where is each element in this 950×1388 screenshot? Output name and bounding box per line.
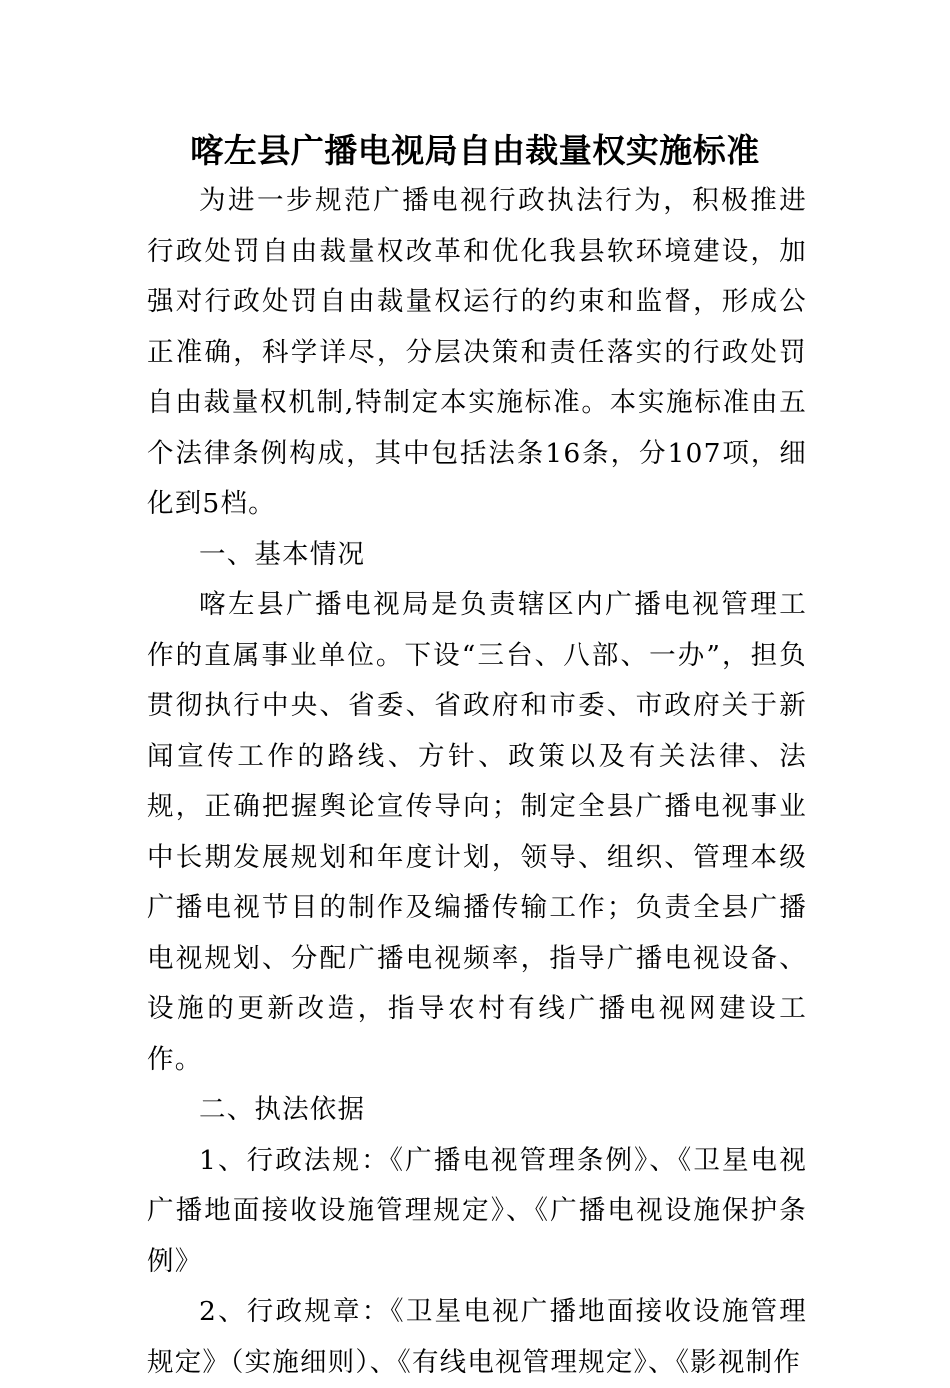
legal-basis-item-1: 1、行政法规：《广播电视管理条例》、《卫星电视广播地面接收设施管理规定》、《广播电视设施保护条例》 (147, 1144, 807, 1277)
intro-paragraph: 为进一步规范广播电视行政执法行为，积极推进行政处罚自由裁量权改革和优化我县软环境建设，加强对行政处罚自由裁量权运行的约束和监督，形成公正准确，科学详尽，分层决策和责任落实的行政处罚自由裁量权机制,特制定本实施标准。本实施标准由五个法律条例构成，其中包括法条16条，分107项，细化到5档。 (147, 185, 807, 519)
basic-info-paragraph: 喀左县广播电视局是负责辖区内广播电视管理工作的直属事业单位。下设“三台、八部、一办”，担负贯彻执行中央、省委、省政府和市委、市政府关于新闻宣传工作的路线、方针、政策以及有关法律、法规，正确把握舆论宣传导向；制定全县广播电视事业中长期发展规划和年度计划，领导、组织、管理本级广播电视节目的制作及编播传输工作；负责全县广播电视规划、分配广播电视频率，指导广播电视设备、设施的更新改造，指导农村有线广播电视网建设工作。 (147, 589, 807, 1075)
section-heading-basic-info: 一、基本情况 (199, 538, 366, 570)
document-body (147, 176, 807, 1388)
legal-basis-item-2: 2、行政规章：《卫星电视广播地面接收设施管理规定》（实施细则）、《有线电视管理规定》、《影视制作 (147, 1296, 807, 1378)
section-heading-legal-basis: 二、执法依据 (199, 1094, 366, 1125)
document-title: 喀左县广播电视局自由裁量权实施标准 (190, 131, 760, 170)
